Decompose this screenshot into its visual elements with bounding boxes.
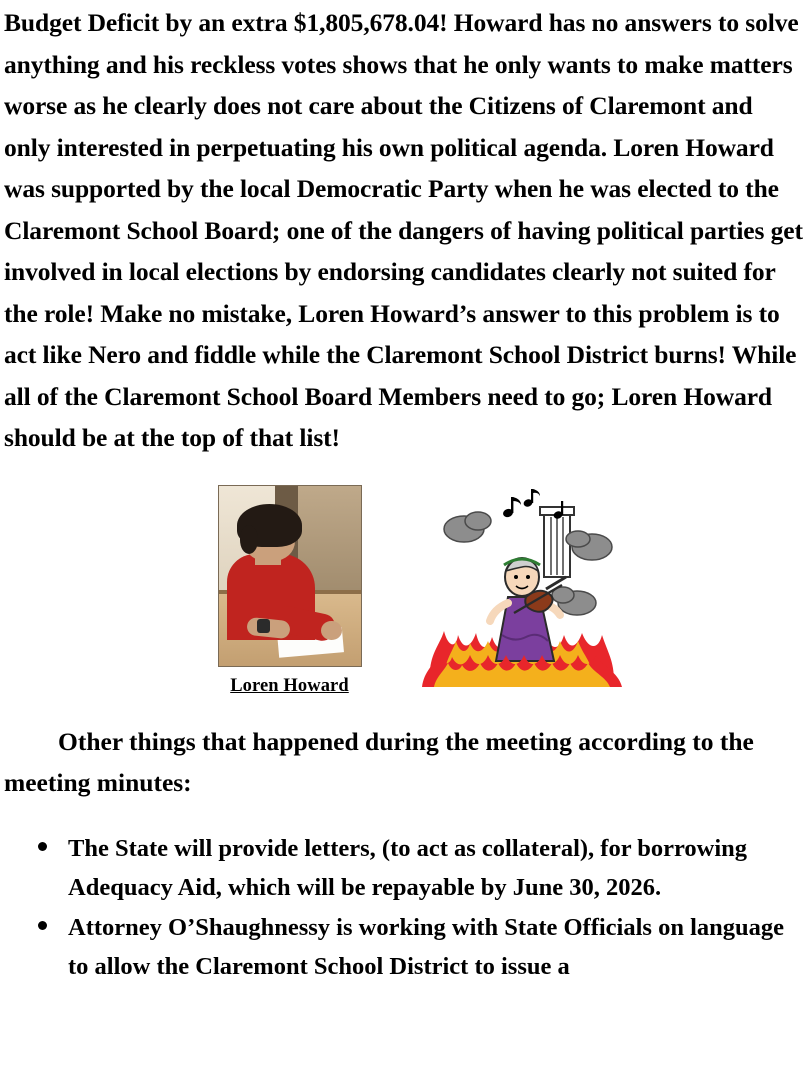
bullet-dot-icon	[38, 921, 47, 930]
loren-howard-photo	[218, 485, 362, 667]
bullet-dot-icon	[38, 842, 47, 851]
body-paragraph-1: Budget Deficit by an extra $1,805,678.04! Howard has no answers to solve anything and his reckless votes shows that he only wants to make matters worse as he clearly does not care about the Citizens of Claremont and only interested in perpetuating his own political agenda. Loren Howard was supported by the local Democratic Party when he was elected to the Claremont School Board; one of the dangers of having political parties get involved in local elections by endorsing candidates clearly not suited for the role! Make no mistake, Loren Howard’s answer to this problem is to act like Nero and fiddle while the Claremont School District burns! While all of the Claremont School Board Members need to go; Loren Howard should be at the top of that list!	[4, 8, 803, 452]
photo-caption: Loren Howard	[230, 675, 349, 696]
figure-group	[4, 485, 805, 697]
body-paragraph-2	[4, 721, 805, 804]
photo-figure	[218, 485, 362, 697]
bullet-list	[4, 829, 805, 986]
list-item	[4, 908, 805, 986]
body-paragraph-2-text: Other things that happened during the meeting according to the meeting minutes:	[4, 726, 754, 797]
list-item-text: The State will provide letters, (to act as collateral), for borrowing Adequacy Aid, which will be repayable by June 30, 2026.	[68, 835, 748, 901]
nero-fiddling-illustration	[422, 485, 622, 687]
nero-illustration-svg	[422, 485, 622, 687]
list-item-text: Attorney O’Shaughnessy is working with State Officials on language to allow the Claremont School District to issue a	[68, 914, 785, 980]
list-item	[4, 829, 805, 907]
